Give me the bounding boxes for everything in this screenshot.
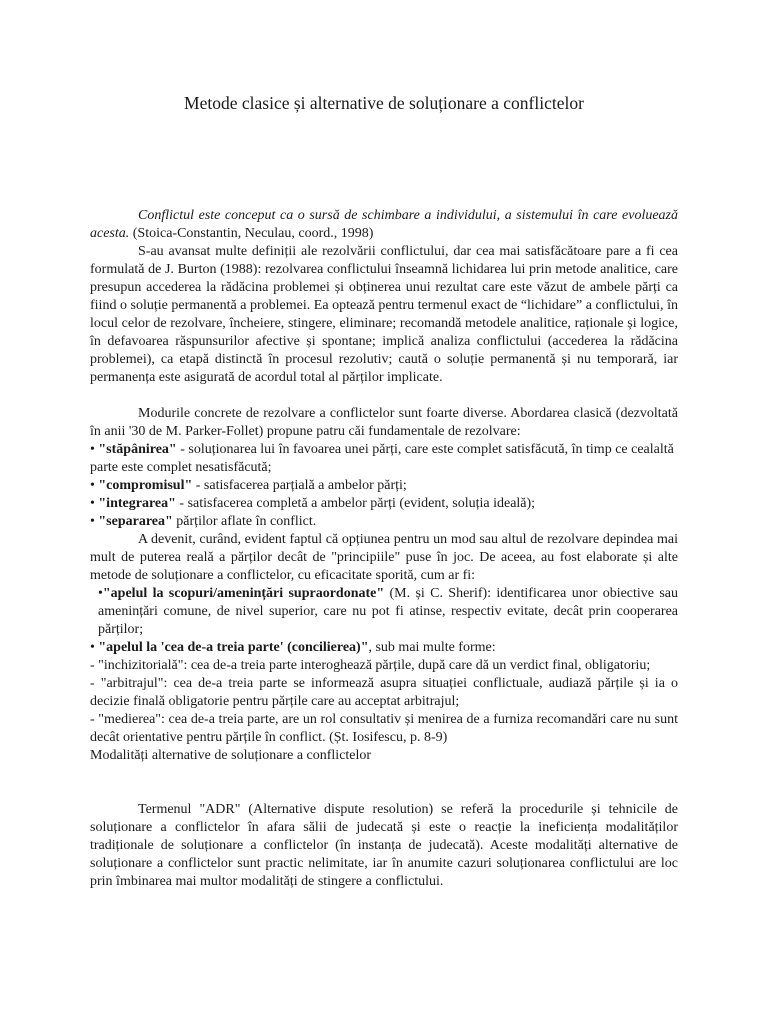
alternative-method-item: • "apelul la 'cea de-a treia parte' (concilierea)", sub mai multe forme: — [90, 640, 496, 655]
conciliation-form-item: - "inchizitorială": cea de-a treia parte interoghează părțile, după care dă un verdict final, obligatoriu; — [90, 658, 651, 673]
intro-quote: Conflictul este conceput ca o sursă de schimbare a individului, a sistemului în care evoluează acesta. — [90, 208, 678, 241]
modurile-paragraph: Modurile concrete de rezolvare a conflictelor sunt foarte diverse. Abordarea clasică (dezvoltată în anii '30 de M. Parker-Follet) propune patru căi fundamentale de rezolvare: — [90, 406, 678, 439]
classic-way-term: "integrarea" — [98, 496, 176, 511]
classic-way-term: "compromisul" — [98, 478, 193, 493]
classic-way-desc: - satisfacerea parțială a ambelor părți; — [192, 478, 407, 493]
intro-citation: (Stoica-Constantin, Neculau, coord., 1998) — [129, 226, 374, 241]
adr-paragraph: Termenul "ADR" (Alternative dispute resolution) se referă la procedurile și tehnicile de soluționare a conflictelor în afara sălii de judecată și este o reacție la ineficiența modalităților tradiționale de soluționare a conflictelor (în instanța de judecată). Aceste modalități alternative de soluționare a conflictelor sunt practic nelimitate, iar în anumite cazuri soluționarea conflictului are loc prin îmbinarea mai multor modalități de stingere a conflictului. — [90, 802, 678, 889]
classic-way-desc: - soluționarea lui în favoarea unei părți, care este complet satisfăcută, în timp ce cealaltă parte este complet nesatisfăcută; — [90, 442, 674, 475]
intro-paragraph — [90, 207, 678, 243]
classic-way-term: "separarea" — [98, 514, 173, 529]
burton-paragraph: S-au avansat multe definiții ale rezolvării conflictului, dar cea mai satisfăcătoare pare a fi cea formulată de J. Burton (1988): rezolvarea conflictului înseamnă lichidarea lui prin metode analitice, care presupun accederea la rădăcina problemei și obținerea unui rezultat care este văzut de ambele părți ca fiind o soluție permanentă a problemei. Ea optează pentru termenul exact de “lichidare” a conflictului, în locul celor de rezolvare, încheiere, stingere, eliminare; recomandă metodele analitice, raționale și logice, în defavoarea răspunsurilor afective și spontane; implică analiza conflictului (accederea la rădăcina problemei), ca etapă distinctă în procesul rezolutiv; caută o soluție permanentă și nu temporară, iar permanența este asigurată de acordul total al părților implicate. — [90, 244, 678, 385]
alternative-method-term: "apelul la 'cea de-a treia parte' (concilierea)" — [98, 640, 369, 655]
section-subheading: Modalități alternative de soluționare a conflictelor — [90, 748, 372, 763]
conciliation-form-item: - "medierea": cea de-a treia parte, are un rol consultativ și menirea de a furniza recomandări care nu sunt decât orientative pentru părțile în conflict. (Șt. Iosifescu, p. 8-9) — [90, 712, 678, 745]
classic-way-term: "stăpânirea" — [98, 442, 177, 457]
alternative-method-desc: , sub mai multe forme: — [368, 640, 496, 655]
classic-way-item: • "compromisul" - satisfacerea parțială a ambelor părți; — [90, 478, 407, 493]
classic-way-item: • "stăpânirea" - soluționarea lui în favoarea unei părți, care este complet satisfăcută, în timp ce cealaltă parte este complet nesatisfăcută; — [90, 442, 674, 475]
classic-way-desc: - satisfacerea completă a ambelor părți (evident, soluția ideală); — [175, 496, 536, 511]
classic-way-item: • "separarea" părților aflate în conflict. — [90, 514, 317, 529]
classic-way-desc: părților aflate în conflict. — [172, 514, 317, 529]
classic-way-item: • "integrarea" - satisfacerea completă a ambelor părți (evident, soluția ideală); — [90, 496, 536, 511]
document-body — [90, 207, 678, 891]
devenit-paragraph: A devenit, curând, evident faptul că opțiunea pentru un mod sau altul de rezolvare depindea mai mult de puterea reală a părților decât de "principiile" puse în joc. De aceea, au fost elaborate și alte metode de soluționare a conflictelor, cu eficacitate sporită, cum ar fi: — [90, 532, 678, 583]
conciliation-form-item: - "arbitrajul": cea de-a treia parte se informează asupra situației conflictuale, audiază părțile și ia o decizie finală obligatorie pentru părțile care au acceptat arbitrajul; — [90, 676, 678, 709]
alternative-method-term: "apelul la scopuri/amenințări supraordonate" — [102, 586, 385, 601]
document-title: Metode clasice și alternative de soluționare a conflictelor — [184, 93, 584, 113]
alternative-method-item: •"apelul la scopuri/amenințări supraordonate" (M. și C. Sherif): identificarea unor obiective sau amenințări comune, de nivel superior, care nu pot fi atinse, respectiv evitate, decât prin cooperarea părților; — [98, 586, 678, 637]
alternative-method-desc: (M. și C. Sherif): identificarea unor obiective sau amenințări comune, de nivel superior, care nu pot fi atinse, respectiv evitate, decât prin cooperarea părților; — [98, 586, 678, 637]
